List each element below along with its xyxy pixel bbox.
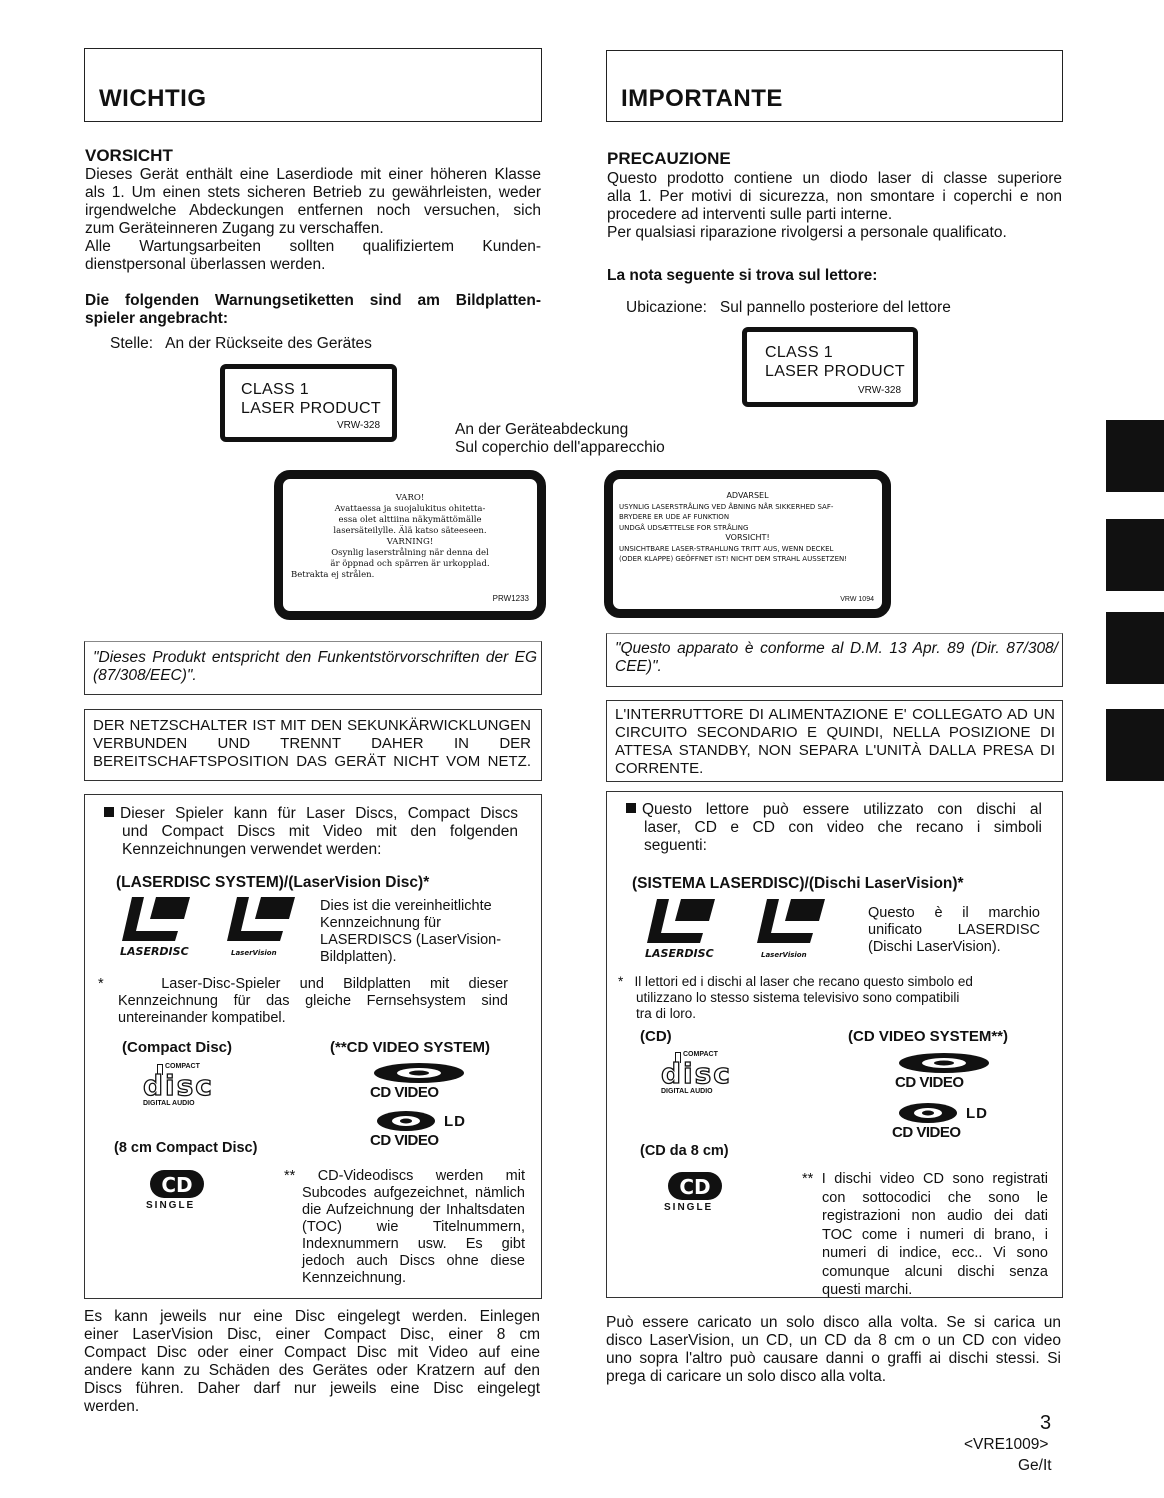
footnote1-left: * Laser-Disc-Spieler und Bildplatten mit dieser Kennzeichnung für das gleiche Fernsehsystem sind untereinander kompatibel. xyxy=(98,976,508,1026)
cd-video-logo-icon: CD VIDEO xyxy=(368,1062,468,1106)
cd-single-logo-icon: CD SINGLE xyxy=(662,1170,734,1218)
laserdisc-logo-icon: LASERDISC xyxy=(645,895,735,965)
power-note-right: L'INTERRUTTORE DI ALIMENTAZIONE E' COLLEGATO AD UN CIRCUITO SECONDARIO E QUINDI, NELLA POSIZIONE DI ATTESA STANDBY, NON SEPARA L'UNITÀ DALLA PRESA DI CORRENTE. xyxy=(606,700,1063,782)
laserdisc-heading-right: (SISTEMA LASERDISC)/(Dischi LaserVision)* xyxy=(632,875,964,892)
header-box-left xyxy=(84,48,542,122)
closing-left: Es kann jeweils nur eine Disc eingelegt werden. Einlegen einer LaserVision Disc, einer Compact Disc, einer 8 cm Compact Disc oder einer Compact Disc mit Video auf eine andere kann zu Schäden des Gerätes oder Kratzern auf den Discs führen. Daher darf nur jeweils eine Disc eingelegt werden. xyxy=(84,1308,540,1415)
laserdisc-desc-right: Questo è il marchio unificato LASERDISC (Dischi LaserVision). xyxy=(868,905,1040,955)
bullet-icon xyxy=(626,803,636,813)
power-note-left: DER NETZSCHALTER IST MIT DEN SEKUNKÄRWICKLUNGEN VERBUNDEN UND TRENNT DAHER IN DER BEREITSCHAFTSPOSITION DAS GERÄT NICHT VOM NETZ. xyxy=(84,709,542,781)
cd-video-ld-logo-icon: LD CD VIDEO xyxy=(892,1105,988,1141)
label-heading-right: La nota seguente si trova sul lettore: xyxy=(607,267,878,284)
doc-code: <VRE1009> xyxy=(964,1436,1049,1453)
class-label-right: CLASS 1 LASER PRODUCT VRW-328 xyxy=(742,327,918,407)
footnote2-right: ** I dischi video CD sono registrati con sottocodici che sono le registrazioni non audio dei dati TOC come i numeri di brano, i numeri di indice, ecc.. Vi sono comunque alcuni dischi senza questi marchi. xyxy=(802,1171,1048,1298)
laserdisc-heading-left: (LASERDISC SYSTEM)/(LaserVision Disc)* xyxy=(116,874,430,891)
header-title-right: IMPORTANTE xyxy=(621,85,783,112)
cd8-heading-left: (8 cm Compact Disc) xyxy=(114,1140,258,1156)
warning-label-right: ADVARSEL USYNLIG LASERSTRÅLING VED ÅBNING NÅR SIKKERHED SAF- BRYDERE ER UDE AF FUNKTION UNDGÅ UDSÆTTELSE FOR STRÅLING VORSICHT! UNSICHTBARE LASER-STRAHLUNG TRITT AUS, WENN DECKEL (ODER KLAPPE) GEÖFFNET IST! NICHT DEM STRAHL AUSSETZEN! VRW 1094 xyxy=(604,470,891,618)
laservision-logo-icon: LaserVision xyxy=(225,893,315,963)
language-tab-3 xyxy=(1106,612,1164,684)
language-tab-4 xyxy=(1106,709,1164,781)
intro-left: Dieses Gerät enthält eine Laserdiode mit einer höheren Klasse als 1. Um einen stets sicheren Betrieb zu gewährleisten, weder irgendwelche Abdeckungen entfernen noch versuchen, sich zum Geräteinneren Zugang zu verschaffen. Alle Wartungsarbeiten sollten qualifiziertem Kunden- dienstpersonal überlassen werden. xyxy=(85,166,541,273)
footnote1-right: * Il lettori ed i dischi al laser che recano questo simbolo ed utilizzano lo stesso sistema televisivo sono compatibili tra di loro. xyxy=(618,974,973,1021)
section-title-right: PRECAUZIONE xyxy=(607,149,731,168)
conformity-box-left: "Dieses Produkt entspricht den Funkentstörvorschriften der EG (87/308/EEC)". xyxy=(84,641,542,695)
compact-disc-logo-icon: COMPACT disc DIGITAL AUDIO xyxy=(661,1051,732,1095)
intro-right: Questo prodotto contiene un diodo laser di classe superiore alla 1. Per motivi di sicurezza, non smontare i coperchi e non procedere ad interventi sulle parti interne. Per qualsiasi riparazione rivolgersi a personale qualificato. xyxy=(607,170,1062,241)
class-label-left: CLASS 1 LASER PRODUCT VRW-328 xyxy=(220,364,397,442)
cd-video-logo-icon: CD VIDEO xyxy=(893,1052,993,1096)
svg-text:CD: CD xyxy=(161,1173,193,1197)
svg-text:CD: CD xyxy=(679,1175,711,1199)
cd-heading-left: (Compact Disc) xyxy=(122,1039,233,1056)
compat-intro-right: Questo lettore può essere utilizzato con dischi al laser, CD e CD con video che recano i simboli seguenti: xyxy=(626,801,1042,855)
header-box-right xyxy=(606,50,1063,122)
cd-heading-right: (CD) xyxy=(640,1028,672,1045)
language-tab-2 xyxy=(1106,519,1164,591)
language-tab-1 xyxy=(1106,420,1164,492)
page-number: 3 xyxy=(1040,1412,1052,1434)
compat-intro-left: Dieser Spieler kann für Laser Discs, Compact Discs und Compact Discs mit Video mit den folgenden Kennzeichnungen verwendet werden: xyxy=(104,805,518,859)
conformity-box-right: "Questo apparato è conforme al D.M. 13 Apr. 89 (Dir. 87/308/ CEE)". xyxy=(606,633,1063,687)
label-heading-left: Die folgenden Warnungsetiketten sind am Bildplatten- spieler angebracht: xyxy=(85,292,541,327)
warning-label-left: VARO! Avattaessa ja suojalukitus ohitetta- essa olet alttiina näkymättömälle lasersäteilylle. Älä katso säteeseen. VARNING! Osynlig laserstrålning när denna del är öppnad och spärren är urkopplad. Betrakta ej strålen. PRW1233 xyxy=(274,470,546,620)
header-title-left: WICHTIG xyxy=(99,85,207,112)
compact-disc-logo-icon: COMPACT disc DIGITAL AUDIO xyxy=(143,1063,214,1107)
section-title-left: VORSICHT xyxy=(85,146,173,165)
cd-single-logo-icon: CD SINGLE xyxy=(144,1168,216,1216)
footnote2-left: ** CD-Videodiscs werden mit Subcodes aufgezeichnet, nämlich die Aufzeichnung der Inhaltsdaten (TOC) wie Titelnummern, Indexnummern usw. Es gibt jedoch auch Discs ohne diese Kennzeichnung. xyxy=(284,1168,525,1286)
cdv-heading-left: (**CD VIDEO SYSTEM) xyxy=(330,1039,491,1056)
closing-right: Può essere caricato un solo disco alla volta. Se si carica un disco LaserVision, un CD, un CD da 8 cm o un CD con video uno sopra l'altro può causare danni o graffi ai dischi stessi. Si prega di caricare un solo disco alla volta. xyxy=(606,1314,1061,1385)
laserdisc-desc-left: Dies ist die vereinheitlichte Kennzeichnung für LASERDISCS (LaserVision- Bildplatten). xyxy=(320,898,502,965)
cd8-heading-right: (CD da 8 cm) xyxy=(640,1143,729,1159)
cd-video-ld-logo-icon: LD CD VIDEO xyxy=(370,1113,466,1149)
language-code: Ge/It xyxy=(1018,1457,1052,1474)
cover-location: An der Geräteabdeckung Sul coperchio dell'apparecchio xyxy=(455,421,665,456)
laserdisc-logo-icon: LASERDISC xyxy=(120,893,210,963)
laservision-logo-icon: LaserVision xyxy=(755,895,845,965)
bullet-icon xyxy=(104,807,114,817)
cdv-heading-right: (CD VIDEO SYSTEM**) xyxy=(848,1028,1009,1045)
location-left: Stelle: An der Rückseite des Gerätes xyxy=(110,335,372,352)
location-right: Ubicazione: Sul pannello posteriore del lettore xyxy=(626,299,951,316)
